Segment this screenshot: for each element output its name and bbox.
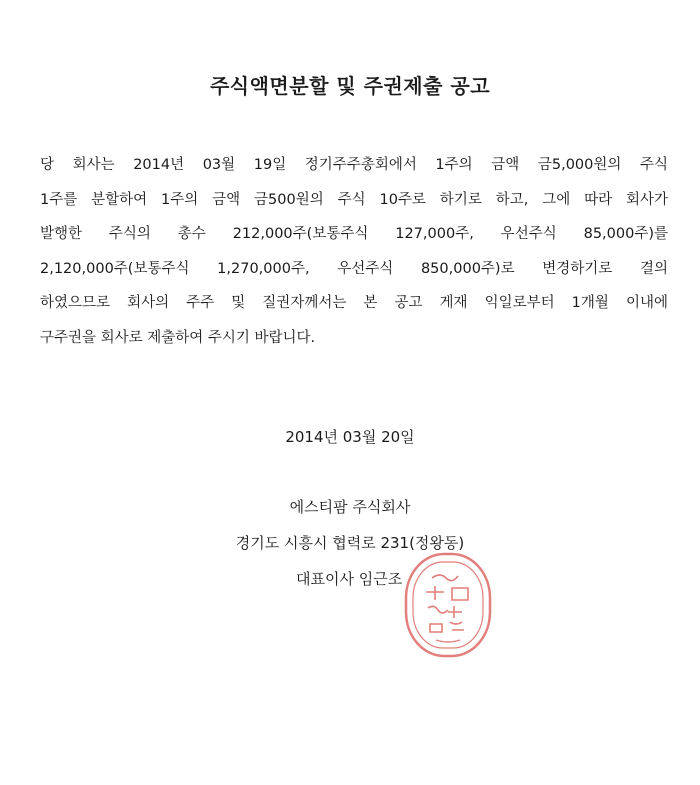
- company-name: 에스티팜 주식회사: [289, 498, 411, 516]
- notice-body: [40, 148, 668, 355]
- representative-name: 대표이사 임근조: [296, 570, 403, 588]
- body-line: 하였으므로 회사의 주주 및 질권자께서는 본 공고 게재 익일로부터 1개월 이내에: [40, 295, 668, 311]
- body-line: 발행한 주식의 총수 212,000주(보통주식 127,000주, 우선주식 85,000주)를: [40, 226, 668, 242]
- notice-date: 2014년 03월 20일: [285, 428, 415, 446]
- notice-title: 주식액면분할 및 주권제출 공고: [209, 74, 491, 98]
- company-seal-icon: [402, 550, 494, 660]
- body-line: 2,120,000주(보통주식 1,270,000주, 우선주식 850,000주)로 변경하기로 결의: [40, 260, 668, 277]
- body-line: 당 회사는 2014년 03월 19일 정기주주총회에서 1주의 금액 금5,000원의 주식: [40, 157, 668, 173]
- company-address: 경기도 시흥시 협력로 231(정왕동): [235, 534, 465, 552]
- body-line: 1주를 분할하여 1주의 금액 금500원의 주식 10주로 하기로 하고, 그에 따라 회사가: [40, 191, 668, 208]
- body-line: 구주권을 회사로 제출하여 주시기 바랍니다.: [40, 329, 316, 346]
